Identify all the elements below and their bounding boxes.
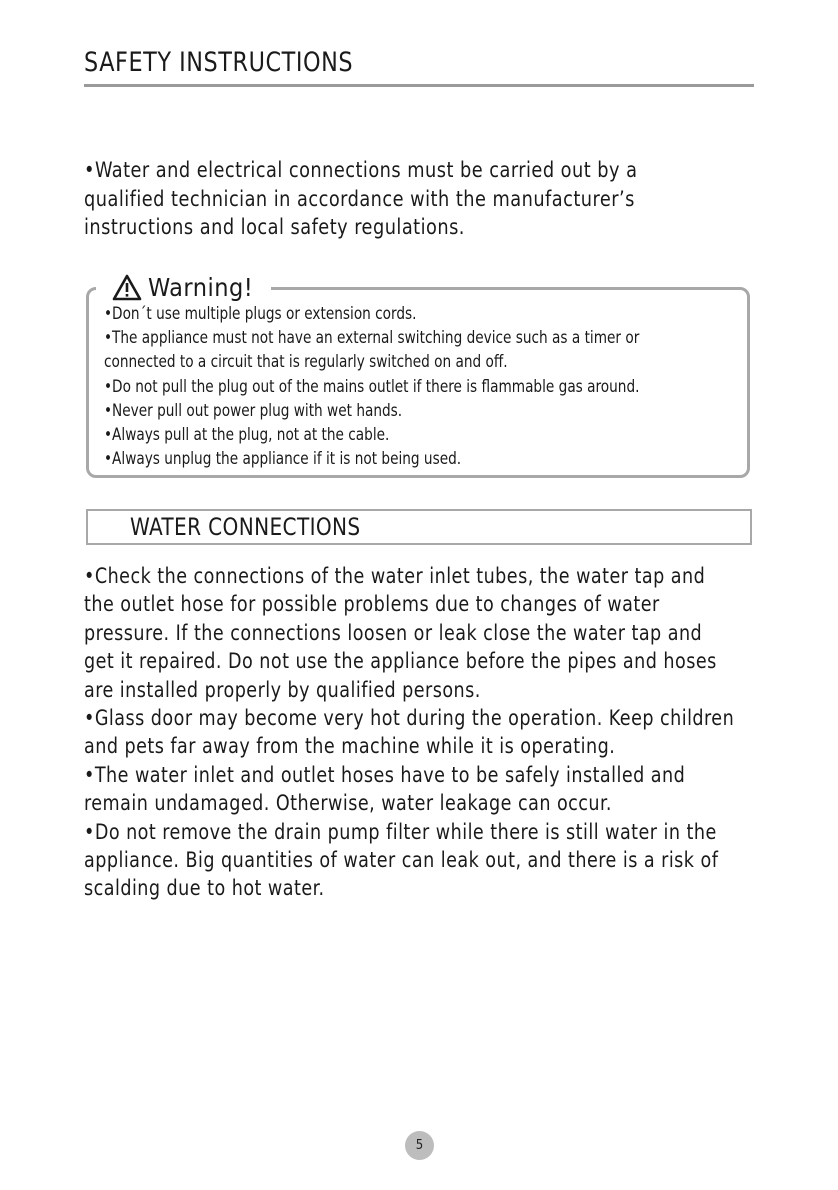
warning-heading [96, 270, 271, 306]
warning-item: •Always pull at the plug, not at the cable. [104, 425, 390, 445]
page-number: 5 [405, 1131, 434, 1160]
page-title: SAFETY INSTRUCTIONS [84, 47, 354, 78]
warning-title: Warning! [148, 273, 254, 302]
title-underline [84, 84, 754, 87]
water-connections-list [84, 562, 735, 903]
warning-item: •Don´t use multiple plugs or extension cords. [104, 304, 417, 323]
warning-item: •Do not pull the plug out of the mains outlet if there is flammable gas around. [104, 376, 640, 396]
water-item: •Do not remove the drain pump filter while there is still water in the appliance. Big quantities of water can leak out, and there is a risk of scalding due to hot water. [84, 819, 719, 901]
water-item: •Check the connections of the water inlet tubes, the water tap and the outlet hose for possible problems due to changes of water pressure. If the connections loosen or leak close the water tap and get it repaired. Do not use the appliance before the pipes and hoses are installed properly by qualified persons. [84, 564, 717, 702]
warning-triangle-icon [112, 274, 142, 302]
water-item: •The water inlet and outlet hoses have to be safely installed and remain undamaged. Otherwise, water leakage can occur. [84, 762, 686, 816]
warning-item: •Always unplug the appliance if it is not being used. [104, 449, 462, 469]
warning-item: •The appliance must not have an external switching device such as a timer or connected to a circuit that is regularly switched on and off. [104, 328, 640, 372]
page-header [84, 44, 754, 87]
intro-paragraph: •Water and electrical connections must be carried out by a qualified technician in accordance with the manufacturer’s instructions and local safety regulations. [84, 158, 638, 239]
water-item: •Glass door may become very hot during the operation. Keep children and pets far away from the machine while it is operating. [84, 706, 735, 759]
section-title-water-connections: WATER CONNECTIONS [130, 513, 361, 541]
warning-item: •Never pull out power plug with wet hands. [104, 400, 403, 420]
warning-list [104, 302, 711, 471]
